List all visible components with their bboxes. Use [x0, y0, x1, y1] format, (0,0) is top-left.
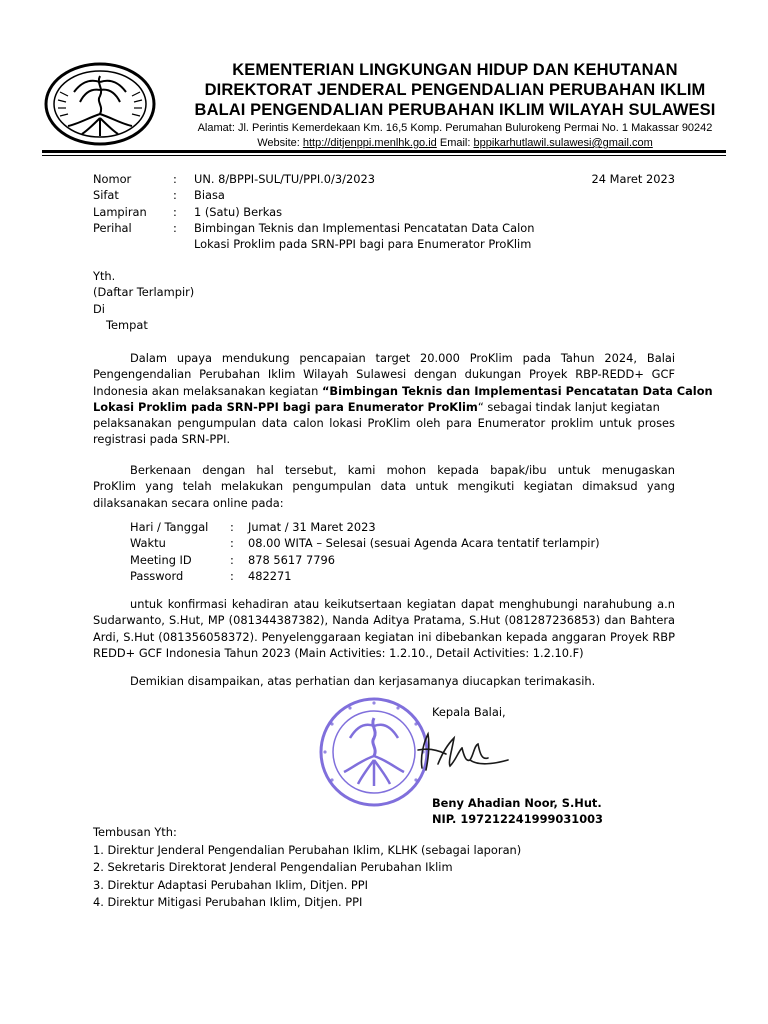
meta-colon: : [173, 188, 177, 203]
signatory-title: Kepala Balai, [432, 705, 506, 719]
paragraph-line: Ardi, S.Hut (081356058372). Penyelenggaraan kegiatan ini dibebankan kepada anggaran Proyek RBP [93, 629, 675, 644]
recipient-place: Tempat [106, 317, 148, 332]
paragraph-intro [93, 350, 713, 448]
schedule-colon: : [230, 520, 234, 534]
letterhead-rule-thin [42, 155, 726, 156]
schedule-colon: : [230, 568, 234, 583]
letterhead-directorate: DIREKTORAT JENDERAL PENGENDALIAN PERUBAHAN IKLIM [204, 81, 706, 99]
meta-value: UN. 8/BPPI-SUL/TU/PPI.0/3/2023 [194, 172, 375, 186]
recipient-di: Di [93, 301, 105, 316]
paragraph-line: ProKlim yang telah melakukan pengumpulan data untuk mengikuti kegiatan dimaksud yang [93, 479, 675, 494]
schedule-value: 878 5617 7796 [248, 552, 335, 567]
schedule-label: Password [130, 568, 184, 583]
meta-colon: : [173, 204, 177, 219]
schedule-colon: : [230, 536, 234, 551]
meta-perihal [93, 220, 683, 236]
schedule-time [130, 535, 650, 551]
schedule-label: Meeting ID [130, 552, 192, 567]
paragraph-line: Pengengendalian Perubahan Iklim Wilayah Sulawesi dengan dukungan Proyek RBP-REDD+ GCF [93, 367, 675, 382]
ministry-logo-icon [44, 62, 156, 146]
text-run: “ sebagai tindak lanjut kegiatan [477, 399, 660, 414]
email-link[interactable]: bppikarhutlawil.sulawesi@gmail.com [473, 137, 653, 149]
carbon-copy-item: 4. Direktur Mitigasi Perubahan Iklim, Ditjen. PPI [93, 895, 363, 909]
meta-perihal-cont [93, 236, 683, 252]
paragraph-line: dilaksanakan secara online pada: [93, 495, 284, 510]
meta-label: Nomor [93, 172, 132, 186]
text-run-bold: Lokasi Proklim pada SRN-PPI bagi para Enumerator ProKlim [93, 399, 478, 414]
carbon-copy-item: 3. Direktur Adaptasi Perubahan Iklim, Ditjen. PPI [93, 877, 369, 892]
meta-label: Sifat [93, 188, 119, 203]
meta-value: 1 (Satu) Berkas [194, 204, 283, 219]
letterhead-contact [160, 137, 750, 150]
carbon-copy-title: Tembusan Yth: [93, 825, 177, 839]
meta-label: Perihal [93, 220, 132, 235]
meta-lampiran [93, 204, 683, 220]
email-label: Email: [436, 137, 474, 149]
schedule-colon: : [230, 552, 234, 567]
meta-colon: : [173, 220, 177, 235]
schedule-block [130, 519, 650, 584]
paragraph-line [93, 399, 675, 415]
paragraph-line: untuk konfirmasi kehadiran atau keikutsertaan kegiatan dapat menghubungi narahubung a.n [130, 597, 675, 611]
paragraph-closing [130, 673, 690, 689]
signature-icon [408, 720, 528, 780]
paragraph-line: Dalam upaya mendukung pencapaian target 20.000 ProKlim pada Tahun 2024, Balai [130, 351, 675, 365]
website-link[interactable]: http://ditjenppi.menlhk.go.id [302, 137, 437, 149]
meta-value: Bimbingan Teknis dan Implementasi Pencatatan Data Calon [194, 220, 535, 235]
paragraph-line: Berkenaan dengan hal tersebut, kami mohon kepada bapak/ibu untuk menugaskan [130, 463, 675, 477]
schedule-value: 08.00 WITA – Selesai (sesuai Agenda Acara tentatif terlampir) [248, 536, 600, 551]
signatory-nip: NIP. 197212241999031003 [432, 812, 603, 826]
meta-value: Biasa [194, 188, 225, 203]
schedule-meeting-id [130, 552, 650, 568]
paragraph-line: registrasi pada SRN-PPI. [93, 432, 231, 447]
schedule-label: Hari / Tanggal [130, 520, 209, 534]
letterhead-office: BALAI PENGENDALIAN PERUBAHAN IKLIM WILAYAH SULAWESI [194, 101, 716, 119]
recipient-list: (Daftar Terlampir) [93, 285, 195, 300]
paragraph-line: Sudarwanto, S.Hut, MP (081344387382), Nanda Aditya Pratama, S.Hut (081287236853) dan Bahtera [93, 613, 675, 628]
meta-sifat [93, 187, 683, 203]
carbon-copy-item: 2. Sekretaris Direktorat Jenderal Pengendalian Perubahan Iklim [93, 860, 453, 874]
schedule-password [130, 568, 650, 584]
meta-label: Lampiran [93, 204, 147, 219]
schedule-label: Waktu [130, 536, 166, 551]
carbon-copy-item: 1. Direktur Jenderal Pengendalian Perubahan Iklim, KLHK (sebagai laporan) [93, 842, 522, 857]
meta-value: Lokasi Proklim pada SRN-PPI bagi para Enumerator ProKlim [194, 237, 532, 252]
paragraph-line: REDD+ GCF Indonesia Tahun 2023 (Main Activities: 1.2.10., Detail Activities: 1.2.10.F) [93, 645, 584, 660]
text-run-bold: “Bimbingan Teknis dan Implementasi Pencatatan Data Calon [321, 383, 713, 398]
recipient-block [93, 268, 194, 333]
paragraph-request [93, 462, 675, 511]
schedule-value: 482271 [248, 568, 292, 583]
schedule-day [130, 519, 650, 535]
text-run: Indonesia akan melaksanakan kegiatan [93, 383, 322, 398]
letter-date: 24 Maret 2023 [591, 172, 675, 186]
meta-colon: : [173, 172, 177, 186]
signatory-name: Beny Ahadian Noor, S.Hut. [432, 796, 602, 810]
website-label: Website: [257, 137, 303, 149]
recipient-yth: Yth. [93, 269, 116, 283]
paragraph-line [93, 383, 713, 399]
carbon-copy-block [93, 824, 521, 912]
letterhead-ministry: KEMENTERIAN LINGKUNGAN HIDUP DAN KEHUTANAN [232, 61, 678, 79]
letterhead-address: Alamat: Jl. Perintis Kemerdekaan Km. 16,5 Komp. Perumahan Bulurokeng Permai No. 1 Makassar 90242 [197, 122, 713, 134]
paragraph-line: Demikian disampaikan, atas perhatian dan kerjasamanya diucapkan terimakasih. [130, 674, 596, 688]
letterhead [160, 60, 750, 150]
paragraph-line: pelaksanakan pengumpulan data calon lokasi ProKlim oleh para Enumerator proklim untuk proses [93, 416, 675, 431]
paragraph-contact [93, 596, 675, 661]
letterhead-rule-thick [42, 150, 726, 153]
schedule-value: Jumat / 31 Maret 2023 [248, 520, 376, 534]
